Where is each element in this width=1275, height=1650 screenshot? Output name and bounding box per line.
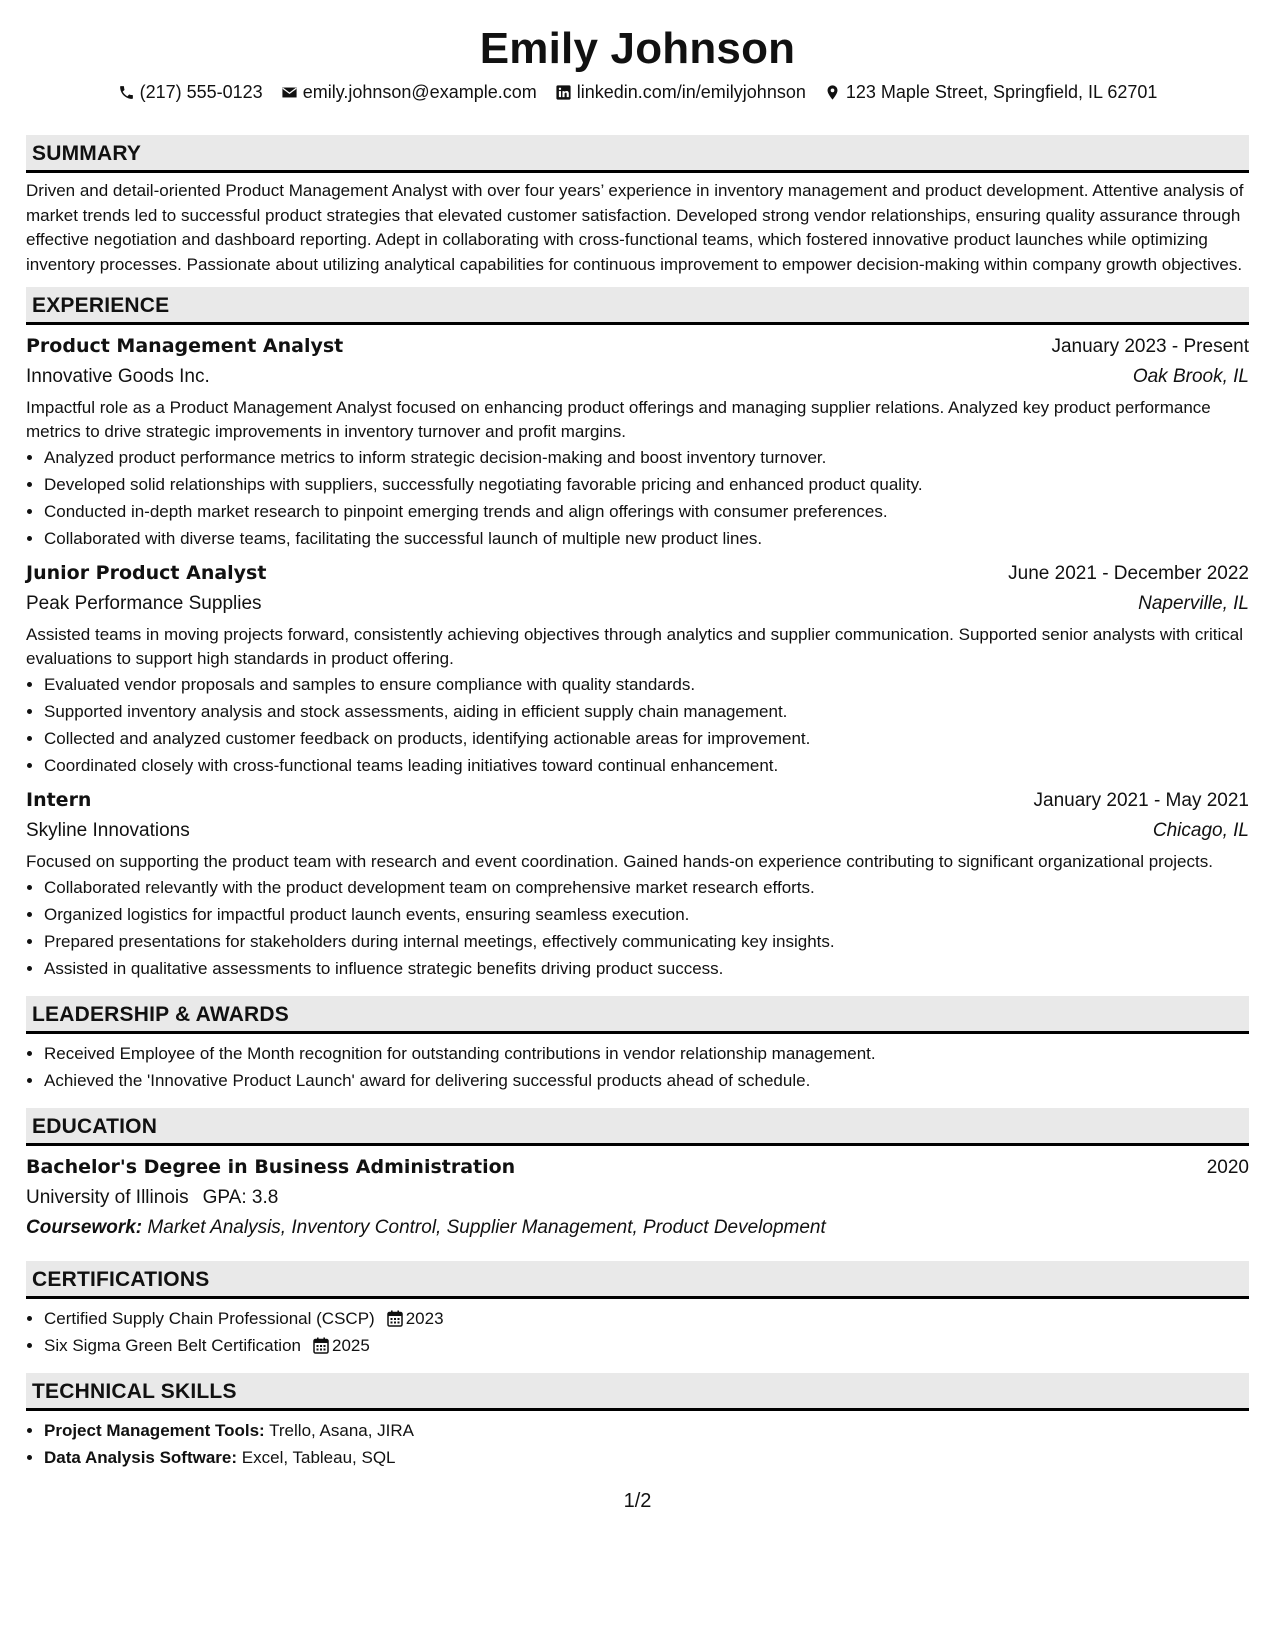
job-location: Oak Brook, IL xyxy=(1132,366,1249,387)
company-name: Skyline Innovations xyxy=(26,820,190,841)
degree-title: Bachelor's Degree in Business Administration xyxy=(26,1156,516,1178)
skill-label: Project Management Tools: xyxy=(44,1421,265,1440)
contact-linkedin[interactable] xyxy=(555,80,806,104)
job-description: Assisted teams in moving projects forward, consistently achieving objectives through analytics and supplier communication. Supported senior analysts with critical evaluations to support high standards in product offering. xyxy=(26,625,1244,668)
contact-email[interactable] xyxy=(281,80,537,104)
summary-text: Driven and detail-oriented Product Management Analyst with over four years’ experience in inventory management and product development. Attentive analysis of market trends led to successful product strategies that elevated customer satisfaction. Developed strong vendor relationships, ensuring quality assurance through effective negotiation and dashboard reporting. Adept in collaborating with cross-functional teams, which fostered innovative product launches while optimizing inventory processes. Passionate about utilizing analytical capabilities for continuous improvement to empower decision-making within company growth objectives. xyxy=(26,181,1244,274)
resume-page xyxy=(26,0,1249,1471)
coursework-line xyxy=(26,1213,1249,1243)
job-bullets xyxy=(26,874,1249,982)
job-title: Product Management Analyst xyxy=(26,335,344,357)
linkedin-text: linkedin.com/in/emilyjohnson xyxy=(576,82,806,102)
job-location: Chicago, IL xyxy=(1152,820,1249,841)
job-bullet: • Organized logistics for impactful product launch events, ensuring seamless execution. xyxy=(44,901,1249,928)
summary-heading: SUMMARY xyxy=(26,135,1249,173)
job-bullet: • Analyzed product performance metrics to inform strategic decision-making and boost inventory turnover. xyxy=(44,444,1249,471)
skill-item xyxy=(44,1444,1249,1471)
leadership-list xyxy=(26,1040,1249,1094)
page-number: 1/2 xyxy=(623,1490,652,1512)
coursework-list: Market Analysis, Inventory Control, Supplier Management, Product Development xyxy=(147,1217,826,1238)
education-entry xyxy=(26,1152,1249,1243)
job-bullet: • Collaborated relevantly with the product development team on comprehensive market research efforts. xyxy=(44,874,1249,901)
job-bullet: • Coordinated closely with cross-functional teams leading initiatives toward continual enhancement. xyxy=(44,752,1249,779)
phone-icon xyxy=(118,84,135,101)
skill-label: Data Analysis Software: xyxy=(44,1448,238,1467)
education-heading: EDUCATION xyxy=(26,1108,1249,1146)
certification-name: Certified Supply Chain Professional (CSCP) xyxy=(44,1309,375,1328)
job-dates: January 2023 - Present xyxy=(1051,336,1249,357)
skills-heading: TECHNICAL SKILLS xyxy=(26,1373,1249,1411)
gpa: GPA: 3.8 xyxy=(202,1187,279,1208)
job-description: Impactful role as a Product Management Analyst focused on enhancing product offerings and managing supplier relations. Analyzed key product performance metrics to drive strategic improvements in inventory turnover and profit margins. xyxy=(26,398,1211,441)
certification-item xyxy=(44,1305,1249,1332)
job-title: Junior Product Analyst xyxy=(26,562,267,584)
job-description: Focused on supporting the product team with research and event coordination. Gained hands-on experience contributing to significant organizational projects. xyxy=(26,852,1213,871)
calendar-icon xyxy=(387,1310,403,1327)
job-bullet: • Collected and analyzed customer feedback on products, identifying actionable areas for improvement. xyxy=(44,725,1249,752)
certification-item xyxy=(44,1332,1249,1359)
job-title: Intern xyxy=(26,789,92,811)
job-bullet: • Assisted in qualitative assessments to influence strategic benefits driving product success. xyxy=(44,955,1249,982)
certification-year: 2025 xyxy=(332,1336,370,1355)
school-name: University of Illinois xyxy=(26,1187,189,1208)
map-pin-icon xyxy=(824,84,841,101)
job-bullet: • Prepared presentations for stakeholders during internal meetings, effectively communicating key insights. xyxy=(44,928,1249,955)
candidate-name: Emily Johnson xyxy=(479,24,796,73)
leadership-item: • Received Employee of the Month recognition for outstanding contributions in vendor relationship management. xyxy=(44,1040,1249,1067)
contact-phone[interactable] xyxy=(118,80,263,104)
skills-list xyxy=(26,1417,1249,1471)
company-name: Innovative Goods Inc. xyxy=(26,366,210,387)
experience-entry xyxy=(26,785,1249,982)
company-name: Peak Performance Supplies xyxy=(26,593,262,614)
certifications-list xyxy=(26,1305,1249,1359)
job-bullet: • Evaluated vendor proposals and samples to ensure compliance with quality standards. xyxy=(44,671,1249,698)
job-bullet: • Developed solid relationships with suppliers, successfully negotiating favorable pricing and enhanced product quality. xyxy=(44,471,1249,498)
job-location: Naperville, IL xyxy=(1138,593,1249,614)
envelope-icon xyxy=(281,84,298,101)
certification-name: Six Sigma Green Belt Certification xyxy=(44,1336,301,1355)
job-bullet: • Collaborated with diverse teams, facilitating the successful launch of multiple new product lines. xyxy=(44,525,1249,552)
experience-entry xyxy=(26,331,1249,552)
job-dates: January 2021 - May 2021 xyxy=(1033,790,1249,811)
experience-entry xyxy=(26,558,1249,779)
skill-item xyxy=(44,1417,1249,1444)
job-bullet: • Conducted in-depth market research to pinpoint emerging trends and align offerings with consumer preferences. xyxy=(44,498,1249,525)
certifications-heading: CERTIFICATIONS xyxy=(26,1261,1249,1299)
address-text: 123 Maple Street, Springfield, IL 62701 xyxy=(845,82,1158,102)
coursework-label: Coursework: xyxy=(26,1217,143,1238)
job-bullets xyxy=(26,671,1249,779)
job-bullets xyxy=(26,444,1249,552)
phone-text: (217) 555-0123 xyxy=(139,82,263,102)
certification-year: 2023 xyxy=(405,1309,444,1328)
calendar-icon xyxy=(313,1337,329,1354)
graduation-year: 2020 xyxy=(1206,1157,1249,1178)
email-text: emily.johnson@example.com xyxy=(302,82,537,102)
skill-value: Trello, Asana, JIRA xyxy=(269,1421,415,1440)
linkedin-icon xyxy=(555,84,572,101)
job-bullet: • Supported inventory analysis and stock assessments, aiding in efficient supply chain management. xyxy=(44,698,1249,725)
contact-bar xyxy=(26,80,1249,104)
experience-heading: EXPERIENCE xyxy=(26,287,1249,325)
contact-address xyxy=(824,80,1158,104)
skill-value: Excel, Tableau, SQL xyxy=(241,1448,396,1467)
leadership-heading: LEADERSHIP & AWARDS xyxy=(26,996,1249,1034)
job-dates: June 2021 - December 2022 xyxy=(1008,563,1249,584)
leadership-item: • Achieved the 'Innovative Product Launch' award for delivering successful products ahead of schedule. xyxy=(44,1067,1249,1094)
